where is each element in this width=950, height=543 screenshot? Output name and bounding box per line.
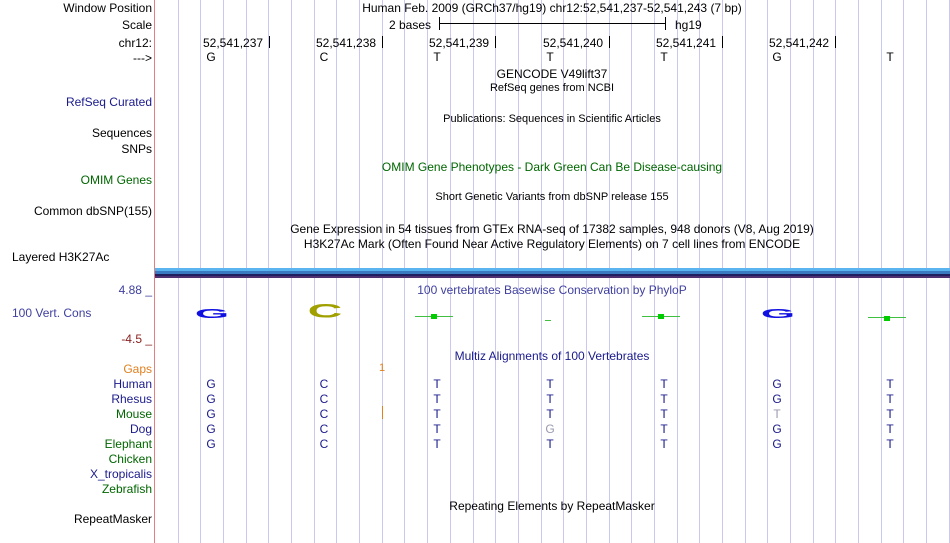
aligned-base: T (660, 392, 668, 406)
coord-tick (382, 36, 383, 48)
aligned-base: T (886, 437, 894, 451)
coord-label: 52,541,241 (656, 36, 717, 50)
ref-base: G (772, 50, 782, 64)
track-title-h3k27ac[interactable]: H3K27Ac Mark (Often Found Near Active Regulatory Elements) on 7 cell lines from ENCODE (303, 237, 801, 251)
scale-assembly: hg19 (675, 18, 702, 32)
gap-marker: 1 (379, 362, 386, 374)
aligned-base: T (433, 377, 441, 391)
aligned-base: C (319, 392, 329, 406)
coord-label: 52,541,237 (203, 36, 264, 50)
label-sequences[interactable]: Sequences (91, 126, 152, 140)
coord-label: 52,541,238 (316, 36, 377, 50)
aligned-base: G (772, 377, 782, 391)
track-title-omim-phenotypes[interactable]: OMIM Gene Phenotypes - Dark Green Can Be Disease-causing (381, 160, 723, 174)
label-species-elephant: Elephant (104, 437, 152, 451)
aligned-base: T (433, 422, 441, 436)
label-refseq-curated[interactable]: RefSeq Curated (65, 95, 152, 109)
track-title-phylop[interactable]: 100 vertebrates Basewise Conservation by PhyloP (417, 283, 687, 297)
aligned-base: G (772, 422, 782, 436)
ref-base: C (319, 50, 329, 64)
aligned-base: T (886, 377, 894, 391)
conservation-mark (884, 316, 890, 321)
aligned-base: C (319, 407, 329, 421)
aligned-base: T (546, 407, 554, 421)
coord-label: 52,541,239 (429, 36, 490, 50)
window-position-text: Human Feb. 2009 (GRCh37/hg19) chr12:52,541,237-52,541,243 (7 bp) (362, 1, 742, 15)
coord-label: 52,541,242 (769, 36, 830, 50)
coord-label: 52,541,240 (543, 36, 604, 50)
coord-tick (835, 36, 836, 48)
aligned-base: T (660, 422, 668, 436)
label-species-dog: Dog (129, 422, 152, 436)
mouse-insertion-marker (382, 406, 383, 419)
label-window-position: Window Position (63, 1, 152, 15)
aligned-base: G (206, 407, 216, 421)
label-species-chicken: Chicken (108, 452, 152, 466)
label-species-human: Human (113, 377, 152, 391)
aligned-base: T (886, 422, 894, 436)
scale-text: 2 bases (389, 18, 432, 32)
ref-base: T (886, 50, 894, 64)
scale-bar-right (665, 17, 666, 30)
aligned-base: T (886, 407, 894, 421)
aligned-base: T (433, 392, 441, 406)
aligned-base: G (206, 392, 216, 406)
track-title-short-variants[interactable]: Short Genetic Variants from dbSNP release 155 (435, 191, 669, 203)
coord-tick (269, 36, 270, 48)
coord-tick (722, 36, 723, 48)
label-snps[interactable]: SNPs (121, 142, 152, 156)
conservation-logo-g: G (194, 306, 230, 322)
aligned-base: C (319, 422, 329, 436)
conservation-bar (545, 320, 551, 321)
track-title-gtex[interactable]: Gene Expression in 54 tissues from GTEx RNA-seq of 17382 samples, 948 donors (V8, Aug 2019) (290, 222, 814, 236)
conservation-logo-g: G (760, 306, 796, 322)
ref-base: T (433, 50, 441, 64)
h3k27ac-band-purple (155, 276, 950, 278)
aligned-base: G (206, 377, 216, 391)
label-omim-genes[interactable]: OMIM Genes (80, 173, 152, 187)
label-gaps: Gaps (123, 362, 152, 376)
label-species-zebrafish: Zebrafish (101, 482, 152, 496)
track-title-gencode[interactable]: GENCODE V49lift37 (496, 67, 608, 81)
label-species-xtropicalis: X_tropicalis (89, 467, 152, 481)
label-chrom: chr12: (118, 36, 152, 50)
ref-base: G (206, 50, 216, 64)
coord-tick (609, 36, 610, 48)
label-layered-h3k27ac[interactable]: Layered H3K27Ac (12, 250, 110, 264)
label-cons-min: -4.5 _ (121, 332, 152, 346)
aligned-base: T (660, 407, 668, 421)
aligned-base: T (546, 392, 554, 406)
aligned-base: G (206, 437, 216, 451)
label-100-vert-cons[interactable]: 100 Vert. Cons (12, 306, 92, 320)
aligned-base: C (319, 377, 329, 391)
ref-base: T (660, 50, 668, 64)
aligned-base: G (206, 422, 216, 436)
track-title-multiz[interactable]: Multiz Alignments of 100 Vertebrates (454, 349, 650, 363)
aligned-base: C (319, 437, 329, 451)
label-species-mouse: Mouse (115, 407, 152, 421)
aligned-base: T (546, 437, 554, 451)
aligned-base: G (772, 437, 782, 451)
aligned-base: T (660, 437, 668, 451)
label-strand[interactable]: ---> (133, 51, 152, 65)
label-species-rhesus: Rhesus (111, 392, 152, 406)
label-scale: Scale (121, 18, 152, 32)
coord-tick (495, 36, 496, 48)
aligned-base: T (546, 377, 554, 391)
aligned-base: G (772, 392, 782, 406)
scale-bar (439, 23, 666, 24)
label-repeatmasker[interactable]: RepeatMasker (73, 512, 152, 526)
conservation-mark (658, 314, 664, 319)
aligned-base: T (433, 437, 441, 451)
track-labels-column (0, 0, 154, 543)
ref-base: T (546, 50, 554, 64)
conservation-logo-c: C (307, 300, 343, 323)
conservation-mark (431, 314, 437, 319)
aligned-base: T (886, 392, 894, 406)
label-common-dbsnp[interactable]: Common dbSNP(155) (33, 204, 152, 218)
aligned-base-mismatch: T (773, 407, 781, 421)
aligned-base: T (660, 377, 668, 391)
aligned-base-mismatch: G (545, 422, 555, 436)
track-title-repeatmasker[interactable]: Repeating Elements by RepeatMasker (449, 499, 655, 513)
track-title-refseq-ncbi[interactable]: RefSeq genes from NCBI (489, 82, 615, 94)
label-cons-max: 4.88 _ (118, 283, 152, 297)
track-title-publications[interactable]: Publications: Sequences in Scientific Articles (443, 113, 661, 125)
aligned-base: T (433, 407, 441, 421)
